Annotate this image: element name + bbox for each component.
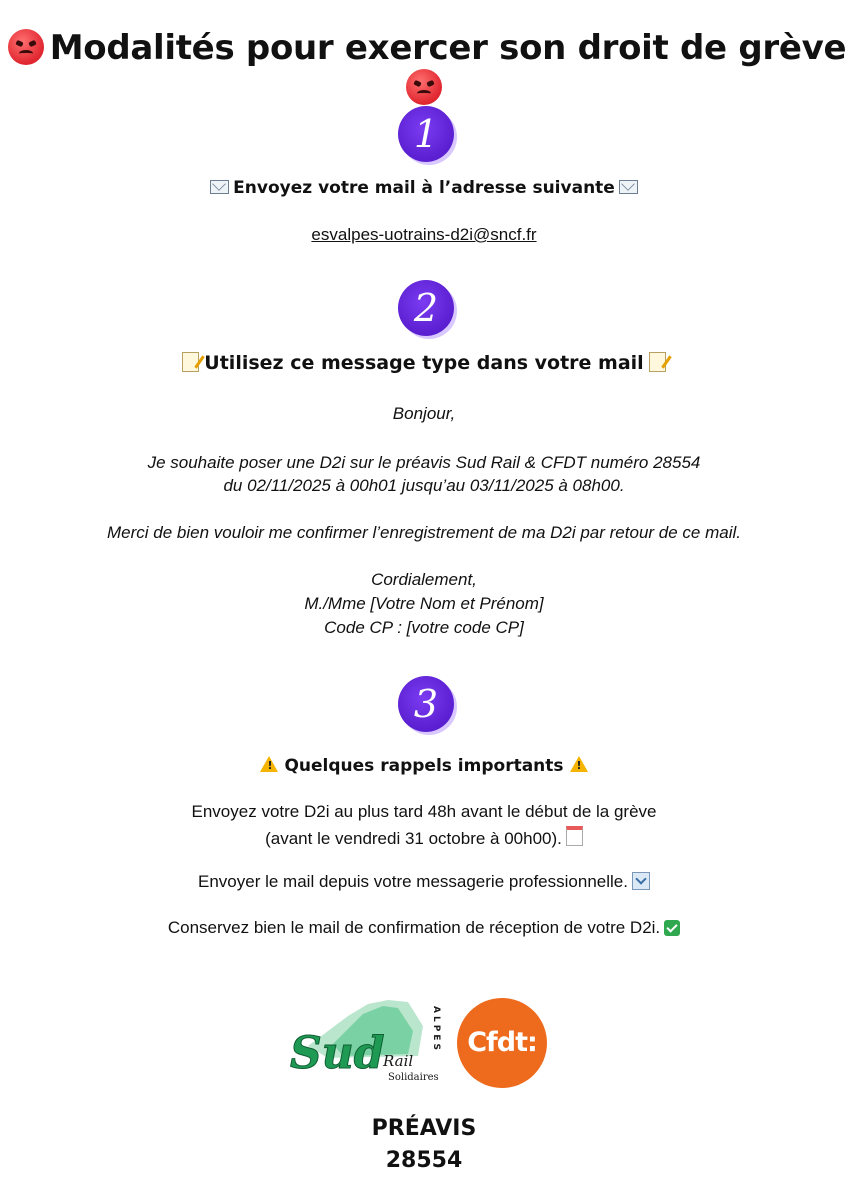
envelope-icon bbox=[619, 180, 638, 194]
sud-rail-logo bbox=[288, 996, 448, 1084]
page-title bbox=[0, 28, 848, 108]
email-line bbox=[0, 225, 848, 245]
template-line1: Je souhaite poser une D2i sur le préavis Sud Rail & CFDT numéro 28554 bbox=[147, 453, 701, 472]
alpes-logo-text: ALPES bbox=[431, 1006, 441, 1053]
angry-face-icon bbox=[8, 29, 44, 65]
check-mark-icon bbox=[664, 920, 680, 936]
title-text: Modalités pour exercer son droit de grève bbox=[49, 28, 847, 68]
reminder-3 bbox=[0, 918, 848, 938]
preavis-number: 28554 bbox=[385, 1148, 463, 1173]
step-2-badge: 2 bbox=[398, 280, 454, 336]
reminder-2 bbox=[0, 872, 848, 892]
preavis-label: PRÉAVIS bbox=[371, 1116, 477, 1141]
warning-icon bbox=[570, 756, 588, 772]
section1-heading bbox=[0, 178, 848, 198]
outbox-tray-icon bbox=[632, 872, 650, 890]
template-line2: du 02/11/2025 à 00h01 jusqu’au 03/11/2025 à 08h00. bbox=[223, 476, 625, 495]
calendar-icon bbox=[566, 826, 583, 846]
email-link[interactable]: esvalpes-uotrains-d2i@sncf.fr bbox=[311, 225, 537, 244]
reminder-1a: Envoyez votre D2i au plus tard 48h avant le début de la grève bbox=[191, 802, 657, 821]
angry-face-icon bbox=[406, 69, 442, 105]
warning-icon bbox=[260, 756, 278, 772]
template-closing: Cordialement, bbox=[371, 570, 477, 589]
section2-heading bbox=[0, 352, 848, 374]
template-name: M./Mme [Votre Nom et Prénom] bbox=[304, 594, 544, 613]
reminder-3-text: Conservez bien le mail de confirmation de réception de votre D2i. bbox=[167, 918, 661, 937]
section3-heading-text: Quelques rappels importants bbox=[284, 756, 564, 776]
template-code: Code CP : [votre code CP] bbox=[324, 618, 524, 637]
section2-heading-text: Utilisez ce message type dans votre mail bbox=[204, 352, 644, 374]
memo-icon bbox=[649, 352, 666, 372]
memo-icon bbox=[182, 352, 199, 372]
section1-heading-text: Envoyez votre mail à l’adresse suivante bbox=[233, 178, 615, 198]
envelope-icon bbox=[210, 180, 229, 194]
template-line3: Merci de bien vouloir me confirmer l’enregistrement de ma D2i par retour de ce mail. bbox=[107, 523, 741, 542]
template-greeting: Bonjour, bbox=[392, 404, 456, 423]
cfdt-logo: Cfdt: bbox=[457, 998, 547, 1088]
solidaires-logo-text: Solidaires bbox=[388, 1072, 439, 1083]
sud-logo-text: Sud bbox=[290, 1028, 385, 1079]
step-1-badge: 1 bbox=[398, 106, 454, 162]
section3-heading bbox=[0, 756, 848, 776]
rail-logo-text: Rail bbox=[383, 1052, 414, 1070]
reminder-1b-text: (avant le vendredi 31 octobre à 00h00). bbox=[265, 829, 562, 848]
reminder-2-text: Envoyer le mail depuis votre messagerie professionnelle. bbox=[198, 872, 628, 891]
step-3-badge: 3 bbox=[398, 676, 454, 732]
reminder-1b bbox=[0, 826, 848, 849]
sud-rail-logo-graphic bbox=[288, 996, 448, 1084]
